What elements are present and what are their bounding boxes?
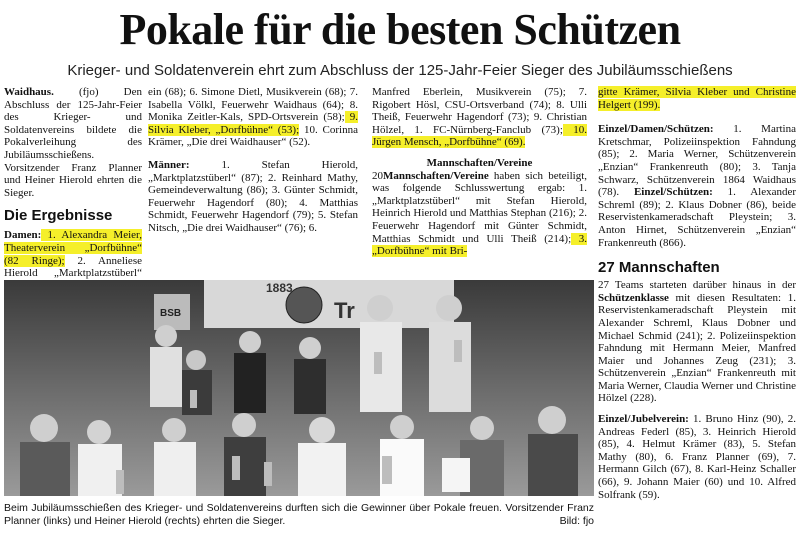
einzel-results (598, 123, 796, 249)
column-2 (148, 86, 358, 235)
column-3 (372, 86, 587, 258)
maenner-text: 1. Stefan Hierold, „Marktplatzstüberl“ (87); 2. Reinhard Mathy, Gemeindeverwaltung (86); 3. Günter Schmidt, Feuerwehr Hagendorf (80); 4. Matthias Schmidt, Feuerwehr Hagendorf (79); 5. Stefan Nitsch, „Die drei Waidhauser“ (76); 6. (148, 158, 358, 234)
certificate (442, 458, 470, 492)
subheadline: Krieger- und Soldatenverein ehrt zum Abschluss der 125-Jahr-Feier Sieger des Jubiläumsschießens (67, 62, 733, 79)
teams-title: 27 Mannschaften (598, 259, 720, 277)
jubel-results (598, 413, 796, 501)
photo-credit: Bild: fjo (559, 515, 594, 527)
caption-text: Beim Jubiläumsschießen des Krieger- und Soldatenvereins durften sich die Gewinner über Pokale freuen. Vorsitzender Franz Planner (links) und Heiner Hierold (rechts) ehrten die Sieger. (4, 502, 594, 527)
damen-continued (148, 86, 358, 149)
einzel-schuetzen-text: 1. Alexander Schreml (89); 2. Klaus Dobner (86), beide Reservistenkameradschaft Pleystein; 3. Anton Hirnet, Schützenverein „Enzian“ Frankenreuth (866). (598, 186, 796, 249)
group-photo-illustration (4, 280, 594, 496)
teams-bold: Schützenklasse (598, 291, 669, 304)
einzel-text: 1. Martina Kretschmar, Polizeiinspektion Fahndung (85); 2. Maria Werner, Schützenverein „Enzian“ Frankenreuth (80); 3. Tanja Schwarz, Schützenverein 1864 Waidhaus (78). (598, 123, 796, 199)
damen-cont-tail: 10. Corinna Krämer, „Die drei Waidhauser“ (52). (148, 123, 358, 149)
jubel-text: 1. Bruno Hinz (90), 2. Andreas Federl (85), 3. Heinrich Hierold (85), 4. Helmut Krämer (83), 5. Stefan Mathy (80), 6. Franz Planner (69), 7. Hermann Gilch (67), 8. Karl-Heinz Schaller (66), 9. Johann Maier (60) und 10. Alfred Solfrank (59). (598, 413, 796, 501)
intro-text: (fjo) Den Abschluss der 125-Jahr-Feier des Krieger- und Soldatenvereins bildete die Pokalverleihung des Jubiläumsschießens. Vorsitzender Franz Planner und Heiner Hierold ehrten die Sieger. (4, 86, 142, 199)
teams-results (598, 279, 796, 405)
maenner-continued (372, 86, 587, 149)
mannschaften-text: haben sich beteiligt, was folgende Schlusswertung ergab: 1. „Marktplatzstüberl“ mit Stefan Hierold, Heinrich Hierold und Matthias Stephan (216); 2. Feuerwehr Hagendorf mit Günter Schmidt, Matthias Schmidt und Ulli Theiß (214); (372, 169, 587, 245)
damen-text-1: 2. Anneliese Hierold „Marktplatzstüberl“ (4, 254, 142, 280)
banner-year: 1883 (266, 281, 293, 295)
headline: Pokale für die besten Schützen (119, 5, 681, 54)
teams-text-1: 27 Teams starteten darüber hinaus in der (598, 279, 796, 292)
damen-highlight-1: 1. Alexandra Meier, Theaterverein „Dorfbühne“ (82 Ringe); (4, 229, 142, 267)
mannschaften-count: 20 (372, 169, 383, 182)
intro-place: Waidhaus. (4, 86, 54, 98)
mannschaften-cont-highlight: gitte Krämer, Silvia Kleber und Christine Helgert (199). (598, 86, 796, 111)
banner-emblem (286, 287, 322, 323)
damen-label: Damen: (4, 229, 42, 242)
maenner-results (148, 159, 358, 235)
maenner-label: Männer: (148, 158, 190, 171)
photo-logo-text: BSB (160, 308, 182, 319)
mannschaften-title: Mannschaften/Vereine (426, 156, 533, 169)
einzel-schuetzen-label: Einzel/Schützen: (619, 186, 713, 199)
damen-cont-highlight: 9. Silvia Kleber, „Dorfbühne“ (53); (148, 111, 359, 136)
damen-cont-text: ein (68); 6. Simone Dietl, Musikverein (68); 7. Isabella Völkl, Feuerwehr Waidhaus (64); 8. Monika Zeitler-Kals, SPD-Ortsverein (58); (148, 86, 358, 124)
mannschaften-label: Mannschaften/Vereine (383, 169, 489, 182)
mannschaften-results (372, 170, 587, 258)
intro-paragraph (4, 86, 142, 199)
mannschaften-highlight: 3. „Dorfbühne“ mit Bri- (372, 232, 587, 258)
einzel-label: Einzel/Damen/Schützen: (598, 123, 714, 136)
maenner-cont-highlight: 10. Jürgen Mensch, „Dorfbühne“ (69). (372, 123, 587, 149)
section-title-results: Die Ergebnisse (4, 207, 113, 225)
teams-text-2: mit diesen Resultaten: 1. Reservistenkameradschaft Pleystein mit Alexander Schreml, Klaus Dobner und Michael Schmid (241); 2. Polizeiinspektion Fahndung mit Hermann Meier, Manfred Maier und Johannes Zeug (231); 3. Schützenverein „Enzian“ Frankenreuth mit Maria Werner, Claudia Werner und Christine Hölzel (228). (598, 291, 796, 405)
maenner-cont-text: Manfred Eberlein, Musikverein (75); 7. Rigobert Hösl, CSU-Ortsverband (74); 8. Ulli Theiß, Feuerwehr Hagendorf (73); 9. Christian Hölzel, 1. FC-Nürnberg-Fanclub (73); (372, 86, 587, 136)
banner-text: Tr (334, 298, 355, 323)
column-4 (598, 86, 796, 501)
mannschaften-continued (598, 86, 796, 111)
jubel-label: Einzel/Jubelverein: (598, 413, 689, 426)
photo-caption (4, 502, 594, 528)
photo-banner (204, 280, 454, 328)
group-photo (4, 280, 594, 496)
